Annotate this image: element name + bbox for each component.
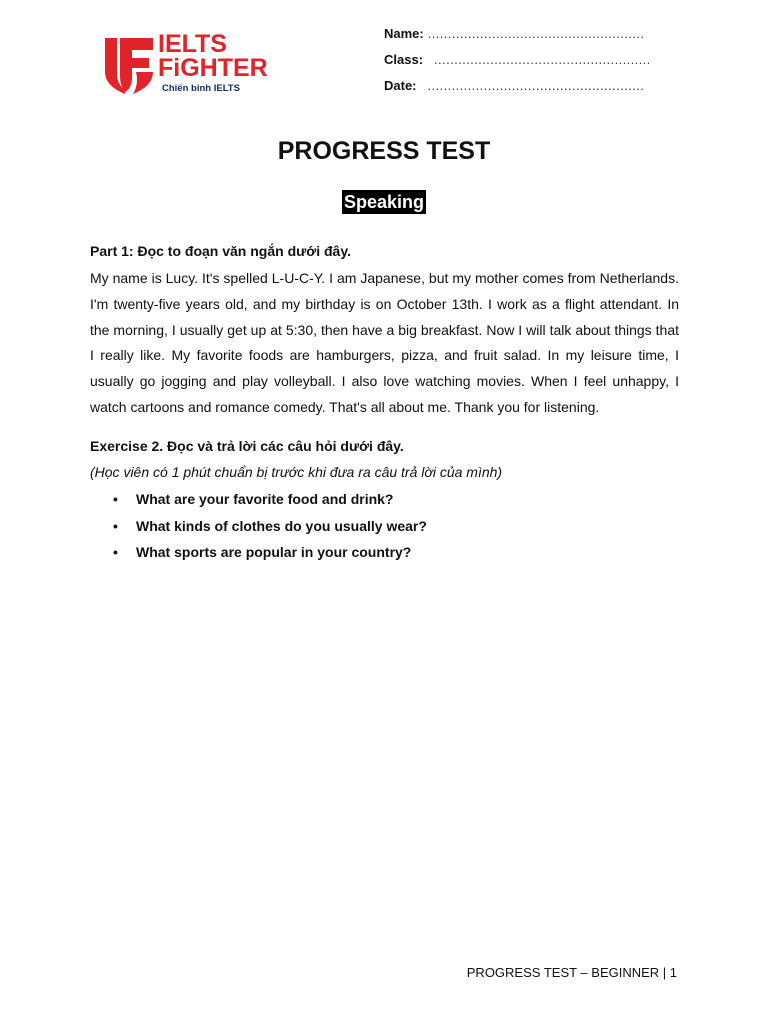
question-item — [90, 489, 679, 516]
logo-emblem-icon — [103, 34, 155, 94]
part1-section — [90, 241, 679, 421]
part1-reading-paragraph: My name is Lucy. It's spelled L-U-C-Y. I am Japanese, but my mother comes from Netherlands. I'm twenty-five years old, and my birthday is on October 13th. I work as a flight attendant. In the morning, I usually get up at 5:30, then have a big breakfast. Now I will talk about things that I really like. My favorite foods are hamburgers, pizza, and fruit salad. In my leisure time, I usually go jogging and play volleyball. I also love watching movies. When I feel unhappy, I watch cartoons and romance comedy. That's all about me. Thank you for listening. — [90, 270, 679, 415]
logo-word-fighter: FiGHTER — [158, 54, 268, 82]
logo-word-ielts: IELTS — [158, 30, 227, 58]
class-blank[interactable]: ...................................................... — [434, 52, 651, 67]
class-label: Class: — [384, 52, 424, 67]
page-title: PROGRESS TEST — [277, 137, 491, 165]
logo-tagline: Chiến binh IELTS — [162, 83, 240, 94]
name-blank[interactable]: ...................................................... — [427, 26, 645, 41]
name-label: Name: — [384, 26, 424, 41]
date-field[interactable] — [384, 77, 651, 103]
bullet-icon: • — [113, 544, 118, 560]
part1-heading: Part 1: Đọc to đoạn văn ngắn dưới đây. — [90, 243, 351, 259]
date-blank[interactable]: ...................................................... — [427, 78, 645, 93]
class-field[interactable] — [384, 51, 651, 77]
subtitle-container — [0, 190, 768, 214]
exercise2-heading: Exercise 2. Đọc và trả lời các câu hỏi dưới đây. — [90, 438, 404, 454]
ielts-fighter-logo — [103, 32, 278, 96]
exercise2-instruction-note: (Học viên có 1 phút chuẩn bị trước khi đưa ra câu trả lời của mình) — [90, 464, 503, 480]
question-text: What sports are popular in your country? — [136, 544, 412, 560]
page-footer: PROGRESS TEST – BEGINNER | 1 — [466, 965, 677, 980]
question-item — [90, 516, 679, 543]
exercise2-section — [90, 436, 679, 569]
question-list — [90, 489, 679, 569]
section-subtitle: Speaking — [343, 192, 425, 212]
question-item — [90, 542, 679, 569]
question-text: What are your favorite food and drink? — [136, 491, 394, 507]
bullet-icon: • — [113, 491, 118, 507]
date-label: Date: — [384, 78, 417, 93]
student-info-fields — [384, 25, 651, 103]
question-text: What kinds of clothes do you usually wear? — [136, 517, 427, 534]
name-field[interactable] — [384, 25, 651, 51]
bullet-icon: • — [113, 517, 118, 534]
